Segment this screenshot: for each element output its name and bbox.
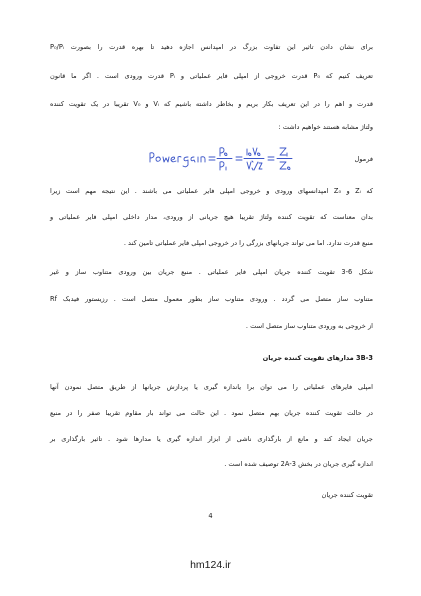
paragraph1-line4: ولتاژ مشابه هستند خواهیم داشت : (278, 123, 373, 131)
paragraph2-line1: که Zᵢ و Z₀ امپدانسهای ورودی و خروجی امپلی فایر عملیاتی می باشند . این نتیجه مهم است زیرا (50, 187, 373, 195)
paragraph4-line1: امپلی فایرهای عملیاتی را می توان برا یاندازه گیری یا پردازش جریانها از طریق متصل نمودن آنها (50, 383, 373, 391)
paragraph1-line1: برای نشان دادن تاثیر این تفاوت بزرگ در امپدانس اجازه دهید تا بهره قدرت را بصورت P₀/Pᵢ (50, 43, 373, 51)
paragraph3-line3: از خروجی به ورودی متناوب ساز متصل است . (245, 322, 373, 330)
paragraph2-line3: منبع قدرت ندارد. اما می تواند جریانهای بزرگی را در خروجی امپلی فایر عملیاتی تامین کند . (123, 239, 373, 247)
paragraph1-line3: قدرت و اهم را در این تعریف بکار بریم و بخاطر داشته باشیم که Vᵢ و V₀ تقریبا در یک تقویت کننده (50, 100, 373, 108)
paragraph3-line1: شکل 6-3 تقویت کننده جریان امپلی فایر عملیاتی . منبع جریان بین ورودی متناوب ساز و غیر (50, 268, 373, 276)
formula-label: فرمول (354, 155, 373, 163)
page-number: 4 (208, 512, 213, 520)
footer-watermark: hm124.ir (190, 559, 231, 571)
paragraph3-line2: متناوب ساز متصل می گردد . ورودی متناوب ساز بطور معمول متصل است . رزیستور فیدبک Rf (50, 295, 373, 303)
paragraph4-line4: اندازه گیری جریان در بخش 3-2A توصیف شده است . (224, 460, 373, 468)
paragraph2-line2: بدان معناست که تقویت کننده ولتاژ تقریبا هیچ جریانی از ورودی، مدار داخلی امپلی فایر عملیاتی و (50, 213, 373, 221)
handwritten-formula (146, 142, 316, 176)
subheading: تقویت کننده جریان (321, 491, 373, 499)
section-heading: 3B-3 مدارهای تقویت کننده جریان (262, 354, 373, 362)
paragraph4-line3: جریان ایجاد کند و مانع از بارگذاری ناشی از ابزار اندازه گیری یا مدارها شود . تاثیر بارگذاری بر (50, 435, 373, 443)
paragraph4-line2: در حالت تقویت کننده جریان بهم متصل نمود . این حالت می تواند بار مقاوم تقریبا صفر را در منبع (50, 409, 373, 417)
paragraph1-line2: تعریف کنیم که P₀ قدرت خروجی از امپلی فایر عملیاتی و Pᵢ قدرت ورودی است . اگر ما قانون (50, 72, 373, 80)
